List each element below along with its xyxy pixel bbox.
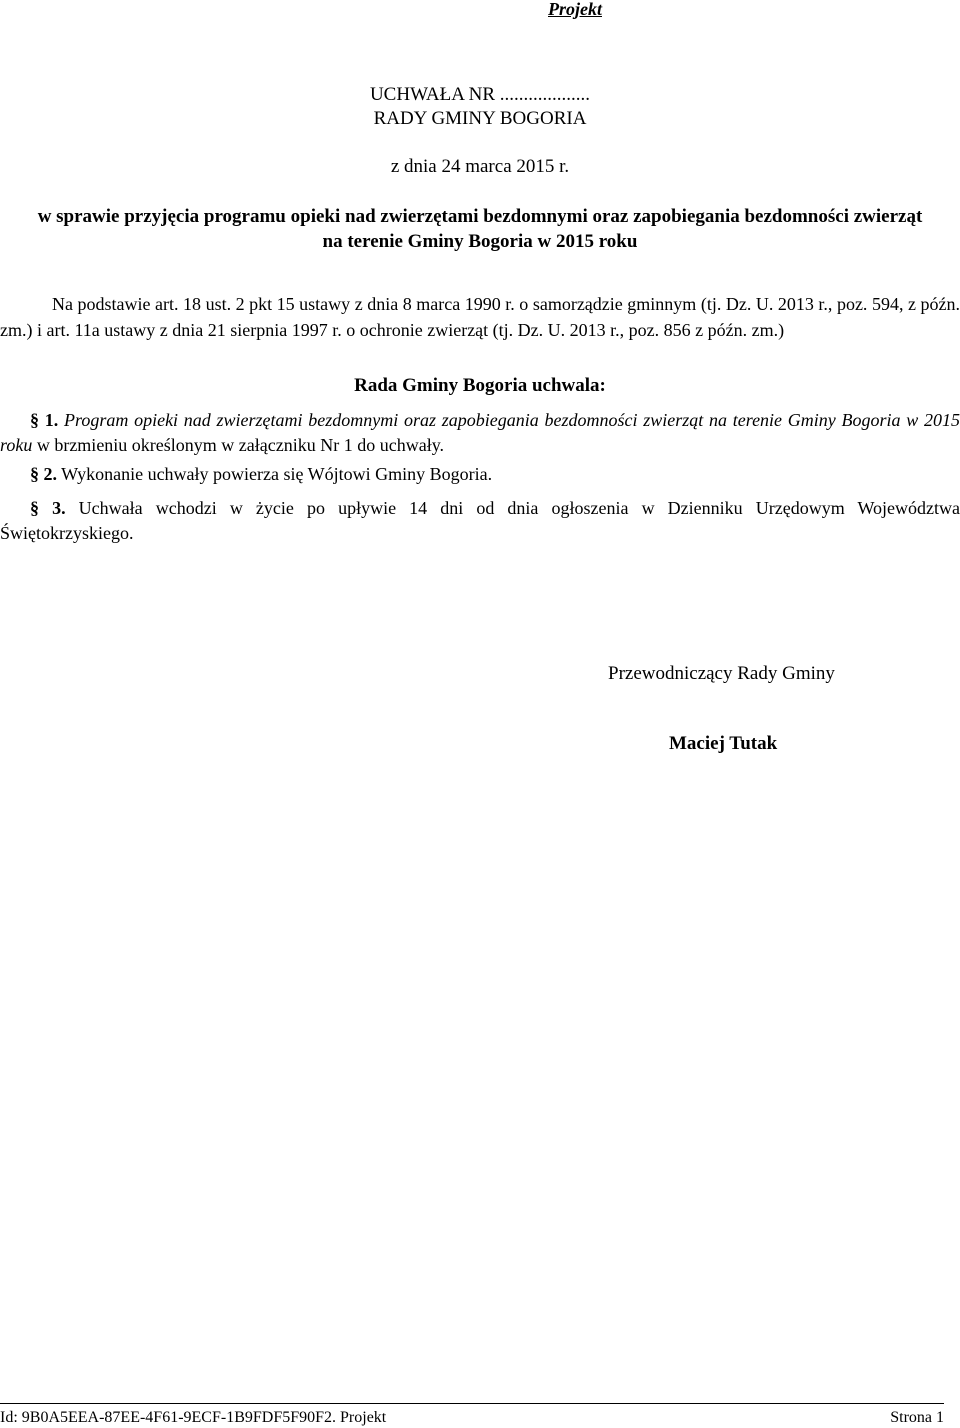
paragraph-text: Uchwała wchodzi w życie po upływie 14 dni od dnia ogłoszenia w Dzienniku Urzędowym Województwa Świętokrzyskiego. <box>0 498 960 543</box>
legal-basis-text: Na podstawie art. 18 ust. 2 pkt 15 ustawy z dnia 8 marca 1990 r. o samorządzie gminnym (tj. Dz. U. 2013 r., poz. 594, z późn. zm.) i art. 11a ustawy z dnia 21 sierpnia 1997 r. o ochronie zwierząt (tj. Dz. U. 2013 r., poz. 856 z późn. zm.) <box>0 294 960 340</box>
document-id: Id: 9B0A5EEA-87EE-4F61-9ECF-1B9FDF5F90F2. Projekt <box>0 1409 387 1426</box>
draft-label: Projekt <box>548 0 602 19</box>
footer-divider <box>0 1403 944 1404</box>
resolution-subject: w sprawie przyjęcia programu opieki nad zwierzętami bezdomnymi oraz zapobiegania bezdomności zwierząt na terenie Gminy Bogoria w 2015 roku <box>37 206 923 252</box>
resolves-heading: Rada Gminy Bogoria uchwala: <box>354 375 606 396</box>
council-name: RADY GMINY BOGORIA <box>373 108 587 129</box>
program-title: Program opieki nad zwierzętami bezdomnymi oraz zapobiegania bezdomności zwierząt na terenie Gminy Bogoria w 2015 roku <box>0 410 960 455</box>
page-number: Strona 1 <box>890 1409 944 1426</box>
paragraph-text: w brzmieniu określonym w załączniku Nr 1 do uchwały. <box>32 435 445 455</box>
signature-name: Maciej Tutak <box>669 733 778 754</box>
resolution-number: UCHWAŁA NR ................... <box>369 84 591 105</box>
paragraph-number: § 1. <box>30 410 59 430</box>
paragraph-1 <box>0 408 960 458</box>
paragraph-number: § 2. <box>30 464 57 484</box>
resolution-date: z dnia 24 marca 2015 r. <box>390 156 570 177</box>
paragraph-2 <box>0 462 960 487</box>
signature-title: Przewodniczący Rady Gminy <box>608 663 835 684</box>
paragraph-3 <box>0 496 960 546</box>
legal-basis <box>0 292 960 343</box>
paragraph-number: § 3. <box>30 498 66 518</box>
paragraph-text: Wykonanie uchwały powierza się Wójtowi Gminy Bogoria. <box>57 464 493 484</box>
